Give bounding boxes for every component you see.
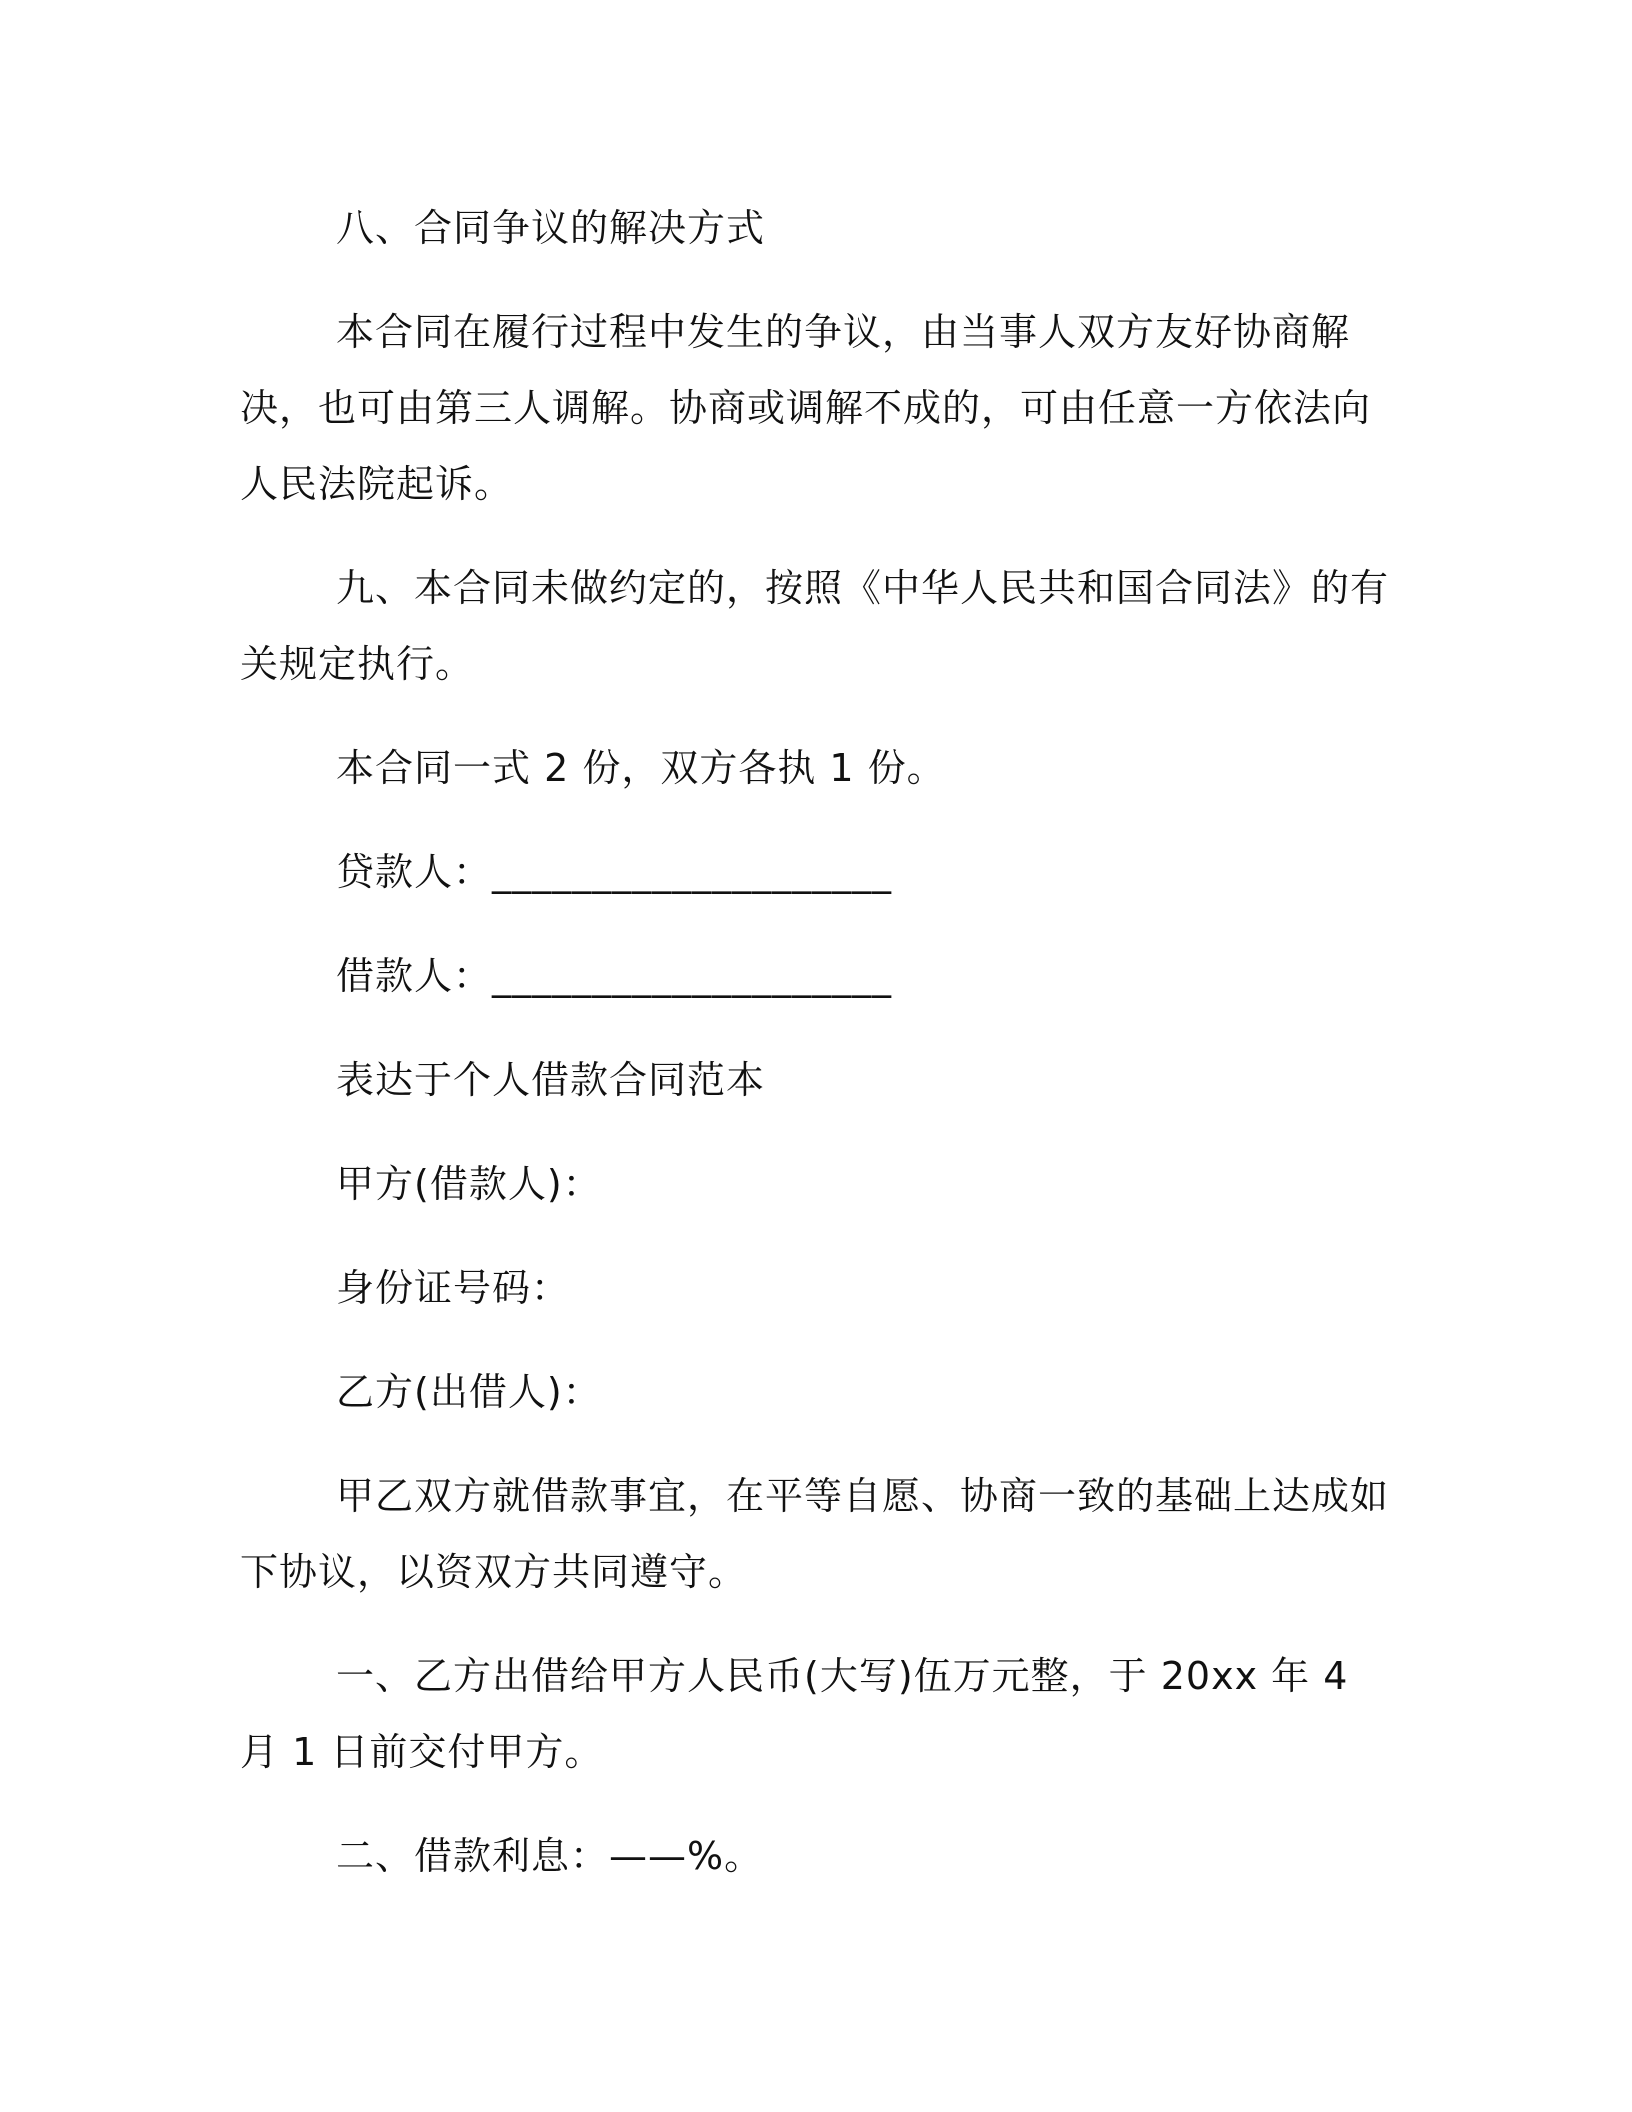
clause-2-paragraph: 二、借款利息：——%。 — [336, 1834, 764, 1878]
agreement-intro-paragraph: 甲乙双方就借款事宜，在平等自愿、协商一致的基础上达成如下协议，以资双方共同遵守。 — [240, 1474, 1390, 1594]
party-b-label: 乙方(出借人)： — [336, 1370, 602, 1414]
dispute-resolution-paragraph: 本合同在履行过程中发生的争议，由当事人双方友好协商解决，也可由第三人调解。协商或调解不成的，可由任意一方依法向人民法院起诉。 — [240, 310, 1372, 506]
clause-1-paragraph: 一、乙方出借给甲方人民币(大写)伍万元整，于 20xx 年 4 月 1 日前交付甲方。 — [240, 1654, 1349, 1774]
section-9-paragraph: 九、本合同未做约定的，按照《中华人民共和国合同法》的有关规定执行。 — [240, 566, 1390, 686]
id-number-label: 身份证号码： — [336, 1266, 571, 1310]
party-a-label: 甲方(借款人)： — [336, 1162, 602, 1206]
document-page — [240, 190, 1390, 1922]
section-8-heading: 八、合同争议的解决方式 — [336, 206, 766, 250]
copies-paragraph: 本合同一式 2 份，双方各执 1 份。 — [336, 746, 946, 790]
borrower-signature-line: 借款人：____________________ — [336, 954, 893, 998]
template-title: 表达于个人借款合同范本 — [336, 1058, 766, 1102]
lender-signature-line: 贷款人：____________________ — [336, 850, 893, 894]
